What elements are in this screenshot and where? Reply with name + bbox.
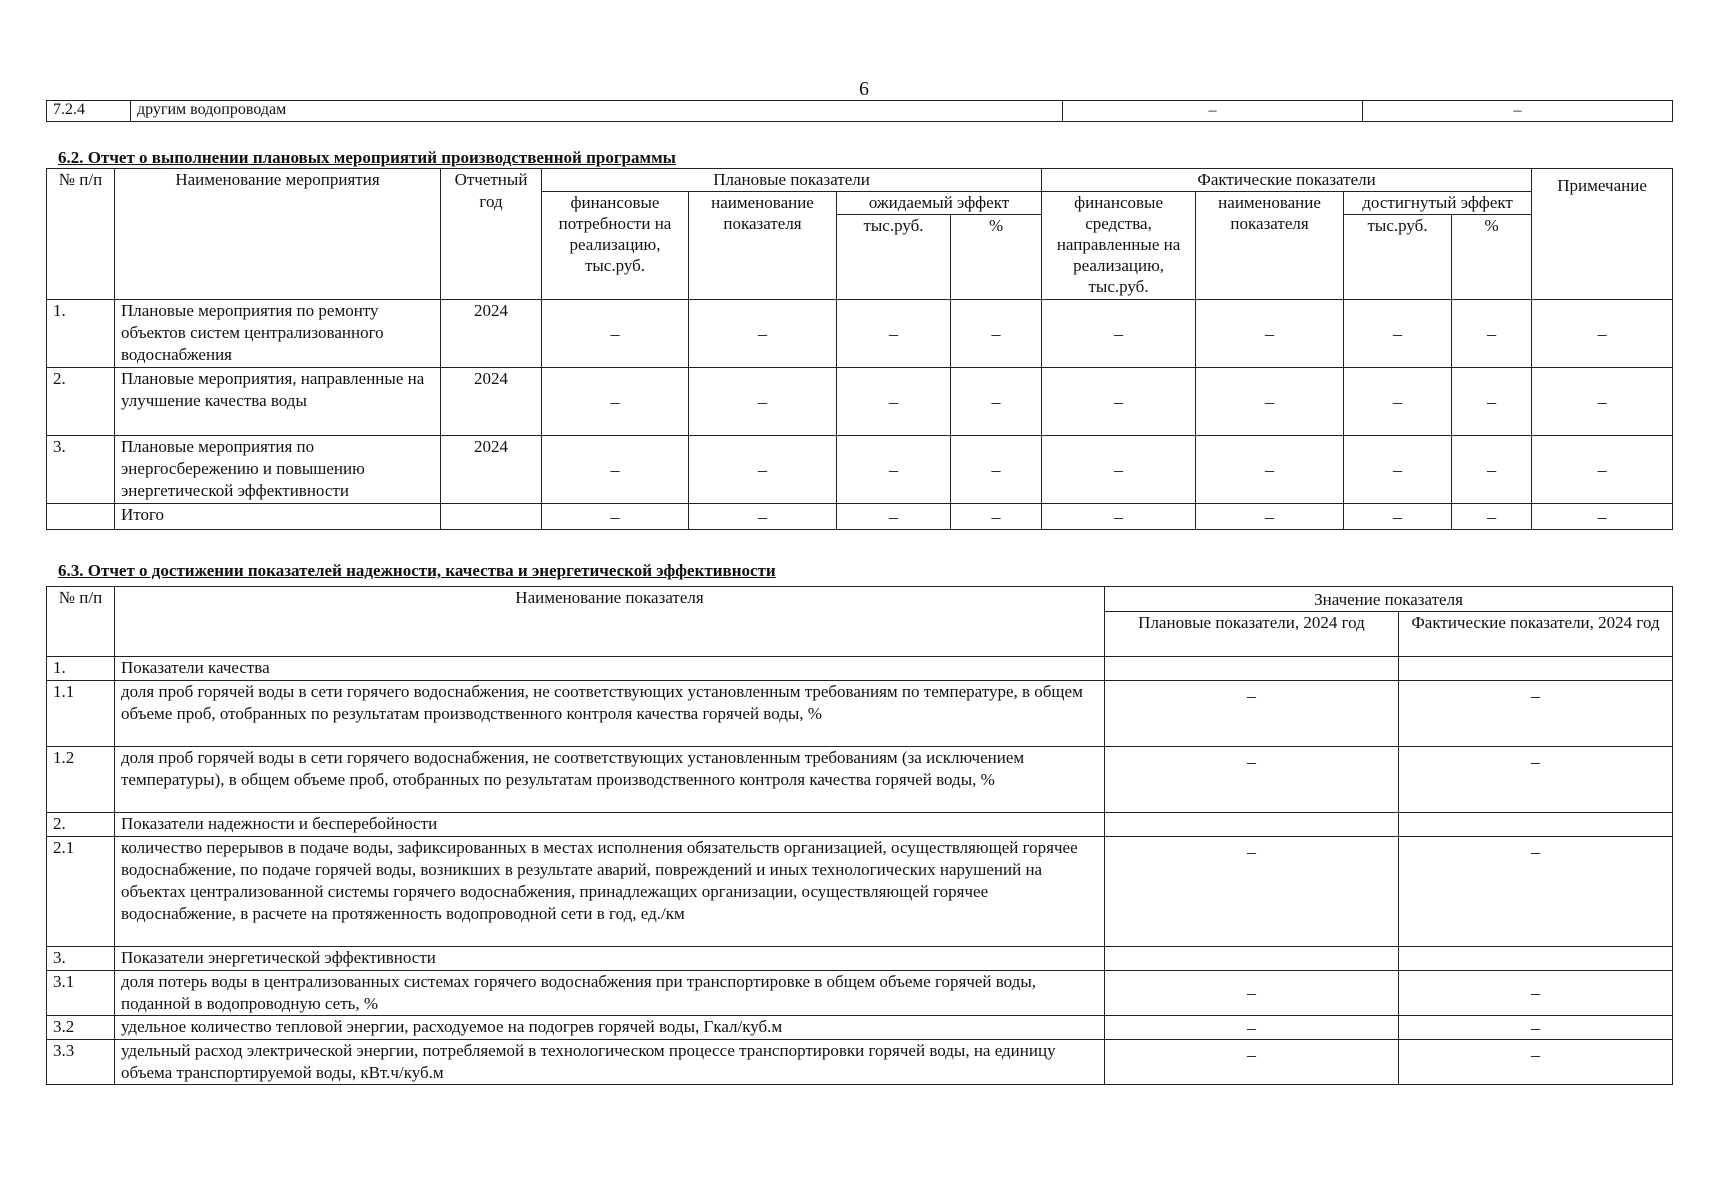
table-row: [47, 368, 1673, 436]
table-row: [47, 747, 1673, 813]
cell-value: –: [837, 436, 951, 504]
row-number: 1.2: [47, 747, 115, 813]
actual-header: Фактические показатели: [1042, 169, 1532, 192]
cell-fact: [1399, 657, 1673, 681]
cell-value: –: [1344, 436, 1452, 504]
cell-fact: –: [1399, 681, 1673, 747]
indicator-name2-header: наименование показателя: [1196, 192, 1344, 300]
row-name: Плановые мероприятия по энергосбережению и повышению энергетической эффективности: [115, 436, 441, 504]
cell-value: –: [1532, 504, 1673, 530]
table-row: [47, 1016, 1673, 1040]
expected-effect-header: ожидаемый эффект: [837, 192, 1042, 215]
cell-value: –: [689, 504, 837, 530]
cell-value: –: [1532, 436, 1673, 504]
row-year: 2024: [441, 300, 542, 368]
row-number: 1.1: [47, 681, 115, 747]
row-number: 1.: [47, 300, 115, 368]
indicator-name-header: наименование показателя: [689, 192, 837, 300]
cell-fact: [1399, 813, 1673, 837]
col-name-header: Наименование мероприятия: [115, 169, 441, 300]
table-row: [47, 837, 1673, 947]
thous-rub-header: тыс.руб.: [1344, 215, 1452, 300]
row-name: Плановые мероприятия, направленные на улучшение качества воды: [115, 368, 441, 436]
row-value: –: [1363, 101, 1673, 122]
table-row: [47, 300, 1673, 368]
cell-plan: [1105, 657, 1399, 681]
row-name: доля проб горячей воды в сети горячего водоснабжения, не соответствующих установленным требованиям по температуре, в общем объеме проб, отобранных по результатам производственного контроля качества горячей воды, %: [115, 681, 1105, 747]
row-number: 3.1: [47, 971, 115, 1016]
row-number: 3.3: [47, 1040, 115, 1085]
row-name: Итого: [115, 504, 441, 530]
fin-funds-header: финансовые средства, направленные на реализацию, тыс.руб.: [1042, 192, 1196, 300]
cell-plan: –: [1105, 1040, 1399, 1085]
cell-value: –: [1452, 504, 1532, 530]
cell-value: –: [1344, 300, 1452, 368]
cell-value: –: [1196, 368, 1344, 436]
cell-value: –: [542, 504, 689, 530]
section-title-6-2: 6.2. Отчет о выполнении плановых мероприятий производственной программы: [58, 148, 676, 167]
cell-fact: –: [1399, 837, 1673, 947]
row-name: доля потерь воды в централизованных системах горячего водоснабжения при транспортировке в общем объеме горячей воды, поданной в водопроводную сеть, %: [115, 971, 1105, 1016]
actual-header: Фактические показатели, 2024 год: [1399, 612, 1673, 657]
col-name-header: Наименование показателя: [115, 587, 1105, 657]
row-name: доля проб горячей воды в сети горячего водоснабжения, не соответствующих установленным требованиям (за исключением температуры), в общем объеме проб, отобранных по результатам производственного контроля качества горячей воды, %: [115, 747, 1105, 813]
cell-value: –: [951, 436, 1042, 504]
cell-value: –: [1042, 504, 1196, 530]
table-row: [47, 1040, 1673, 1085]
indicators-table: [46, 586, 1673, 1085]
cell-value: –: [1452, 300, 1532, 368]
row-number: 3.: [47, 436, 115, 504]
row-name: количество перерывов в подаче воды, зафиксированных в местах исполнения обязательств организацией, осуществляющей горячее водоснабжение, по подаче горячей воды, возникших в результате аварий, повреждений и иных технологических нарушений на объектах централизованной системы горячего водоснабжения, принадлежащих организации, осуществляющей горячее водоснабжение, в расчете на протяженность водопроводной сети в год, ед./км: [115, 837, 1105, 947]
row-number: 2.1: [47, 837, 115, 947]
header-row: [47, 587, 1673, 612]
table-row-group: [47, 813, 1673, 837]
thous-rub-header: тыс.руб.: [837, 215, 951, 300]
fin-needs-header: финансовые потребности на реализацию, тыс.руб.: [542, 192, 689, 300]
col-num-header: № п/п: [47, 587, 115, 657]
row-name: Показатели надежности и бесперебойности: [115, 813, 1105, 837]
row-year: 2024: [441, 436, 542, 504]
cell-value: –: [1532, 368, 1673, 436]
row-name: другим водопроводам: [131, 101, 1063, 122]
row-number: 3.2: [47, 1016, 115, 1040]
cell-fact: –: [1399, 747, 1673, 813]
cell-fact: [1399, 947, 1673, 971]
cell-value: –: [837, 368, 951, 436]
row-year: 2024: [441, 368, 542, 436]
cell-value: –: [951, 504, 1042, 530]
cell-fact: –: [1399, 1016, 1673, 1040]
pct-header: %: [951, 215, 1042, 300]
row-number: 2.: [47, 813, 115, 837]
row-value: –: [1063, 101, 1363, 122]
table-row: [47, 101, 1673, 122]
cell-value: –: [951, 368, 1042, 436]
row-name: Плановые мероприятия по ремонту объектов систем централизованного водоснабжения: [115, 300, 441, 368]
cell-plan: –: [1105, 681, 1399, 747]
cell-value: –: [542, 300, 689, 368]
col-year-header: Отчетный год: [441, 169, 542, 300]
planned-header: Плановые показатели, 2024 год: [1105, 612, 1399, 657]
table-row: [47, 681, 1673, 747]
row-number: 1.: [47, 657, 115, 681]
cell-value: –: [689, 436, 837, 504]
cell-value: –: [1196, 504, 1344, 530]
cell-value: –: [1042, 300, 1196, 368]
cell-value: –: [689, 368, 837, 436]
cell-value: –: [951, 300, 1042, 368]
row-number: 7.2.4: [47, 101, 131, 122]
table-row: [47, 436, 1673, 504]
cell-value: –: [689, 300, 837, 368]
row-number: 3.: [47, 947, 115, 971]
table-row-group: [47, 657, 1673, 681]
page-number: 6: [859, 78, 869, 100]
cell-value: –: [1344, 368, 1452, 436]
cell-value: –: [1042, 436, 1196, 504]
activities-table: [46, 168, 1673, 530]
table-row: [47, 971, 1673, 1016]
row-name: удельное количество тепловой энергии, расходуемое на подогрев горячей воды, Гкал/куб.м: [115, 1016, 1105, 1040]
cell-plan: –: [1105, 747, 1399, 813]
note-header: Примечание: [1532, 169, 1673, 300]
row-year: [441, 504, 542, 530]
header-row: [47, 169, 1673, 192]
cell-value: –: [1452, 368, 1532, 436]
col-num-header: № п/п: [47, 169, 115, 300]
cell-plan: [1105, 813, 1399, 837]
cell-plan: –: [1105, 837, 1399, 947]
cell-fact: –: [1399, 1040, 1673, 1085]
cell-value: –: [837, 504, 951, 530]
row-number: 2.: [47, 368, 115, 436]
row-number: [47, 504, 115, 530]
table-row-total: [47, 504, 1673, 530]
value-header: Значение показателя: [1105, 587, 1673, 612]
cell-value: –: [1452, 436, 1532, 504]
cell-value: –: [1196, 436, 1344, 504]
cell-value: –: [1532, 300, 1673, 368]
cell-plan: –: [1105, 971, 1399, 1016]
cell-plan: –: [1105, 1016, 1399, 1040]
continuation-table: [46, 100, 1673, 122]
table-row-group: [47, 947, 1673, 971]
row-name: Показатели энергетической эффективности: [115, 947, 1105, 971]
cell-value: –: [1344, 504, 1452, 530]
section-title-6-3: 6.3. Отчет о достижении показателей надежности, качества и энергетической эффективности: [58, 561, 776, 580]
achieved-effect-header: достигнутый эффект: [1344, 192, 1532, 215]
cell-fact: –: [1399, 971, 1673, 1016]
cell-plan: [1105, 947, 1399, 971]
cell-value: –: [542, 436, 689, 504]
planned-header: Плановые показатели: [542, 169, 1042, 192]
cell-value: –: [1042, 368, 1196, 436]
row-name: удельный расход электрической энергии, потребляемой в технологическом процессе транспортировки горячей воды, на единицу объема транспортируемой воды, кВт.ч/куб.м: [115, 1040, 1105, 1085]
cell-value: –: [1196, 300, 1344, 368]
row-name: Показатели качества: [115, 657, 1105, 681]
pct-header: %: [1452, 215, 1532, 300]
cell-value: –: [837, 300, 951, 368]
cell-value: –: [542, 368, 689, 436]
